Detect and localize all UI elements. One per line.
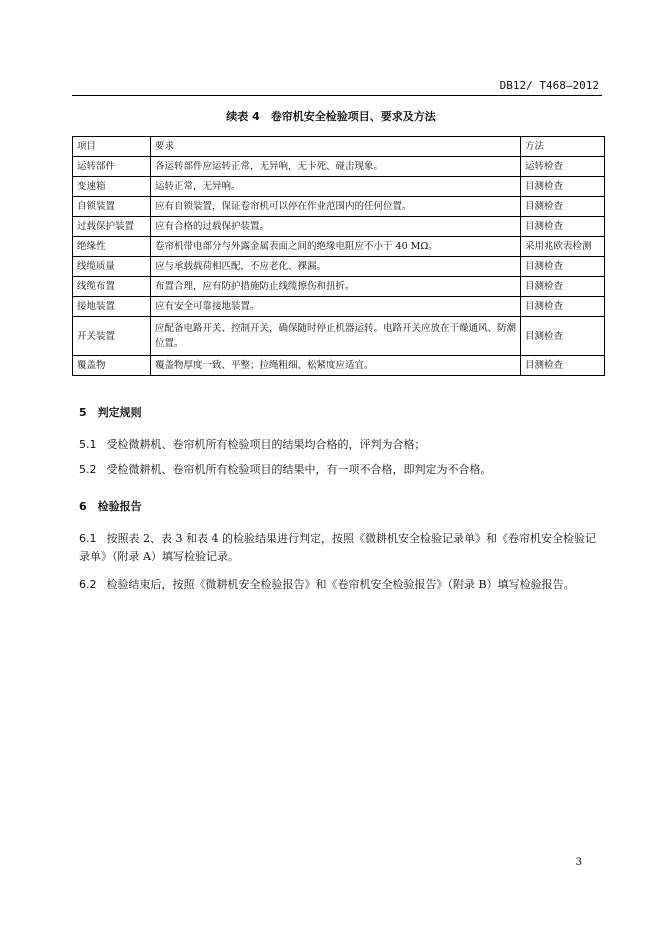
clause-number: 5.1 <box>79 438 97 451</box>
table-cell-requirement: 运转正常，无异响。 <box>151 177 521 197</box>
table-cell-requirement: 应配备电路开关、控制开关，确保随时停止机器运转。电路开关应放在干燥通风、防潮位置。 <box>151 317 521 356</box>
column-header-method: 方法 <box>521 137 605 157</box>
clause-text: 受检微耕机、卷帘机所有检验项目的结果均合格的，评判为合格； <box>106 438 426 451</box>
table-cell-method: 目测检查 <box>521 257 605 277</box>
table-cell-requirement: 卷帘机带电部分与外露金属表面之间的绝缘电阻应不小于 40 MΩ。 <box>151 237 521 257</box>
clause-number: 5.2 <box>79 463 97 476</box>
table-row <box>73 157 605 177</box>
section-heading-judgment: 5 判定规则 <box>79 406 142 419</box>
inspection-table <box>72 136 605 376</box>
table-row <box>73 277 605 297</box>
table-cell-method: 采用兆欧表检测 <box>521 237 605 257</box>
table-cell-requirement: 应与承载载荷相匹配，不应老化、裸漏。 <box>151 257 521 277</box>
table-cell-method: 目测检查 <box>521 297 605 317</box>
table-cell-method: 目测检查 <box>521 277 605 297</box>
table-cell-requirement: 应有合格的过载保护装置。 <box>151 217 521 237</box>
column-header-item: 项目 <box>73 137 151 157</box>
table-row <box>73 217 605 237</box>
table-row <box>73 237 605 257</box>
table-cell-requirement: 覆盖物厚度一致、平整；拉绳粗细、松紧度应适宜。 <box>151 356 521 376</box>
table-row <box>73 356 605 376</box>
table-cell-item: 绝缘性 <box>73 237 151 257</box>
clause-number: 6.2 <box>79 578 97 591</box>
table-cell-requirement: 布置合理，应有防护措施防止线缆擦伤和扭折。 <box>151 277 521 297</box>
table-row <box>73 197 605 217</box>
section-heading-report: 6 检验报告 <box>79 500 142 513</box>
table-header-row <box>73 137 605 157</box>
table-cell-item: 自锁装置 <box>73 197 151 217</box>
table-title: 续表 4 卷帘机安全检验项目、要求及方法 <box>226 110 436 123</box>
clause-text: 检验结束后，按照《微耕机安全检验报告》和《卷帘机安全检验报告》（附录 B）填写检验报告。 <box>106 578 575 591</box>
table-row <box>73 177 605 197</box>
table-cell-item: 运转部件 <box>73 157 151 177</box>
table-cell-requirement: 应有安全可靠接地装置。 <box>151 297 521 317</box>
paragraph-5-2 <box>79 461 604 479</box>
table-cell-method: 目测检查 <box>521 177 605 197</box>
table-row <box>73 257 605 277</box>
table-cell-method: 运转检查 <box>521 157 605 177</box>
clause-number: 6.1 <box>79 532 97 545</box>
table-cell-item: 变速箱 <box>73 177 151 197</box>
table-cell-requirement: 应有自锁装置，保证卷帘机可以停在作业范围内的任何位置。 <box>151 197 521 217</box>
table-cell-item: 线缆布置 <box>73 277 151 297</box>
table-cell-item: 过载保护装置 <box>73 217 151 237</box>
table-cell-item: 线缆质量 <box>73 257 151 277</box>
table-row <box>73 297 605 317</box>
table-cell-item: 接地装置 <box>73 297 151 317</box>
paragraph-6-1 <box>79 530 604 566</box>
paragraph-5-1 <box>79 436 604 454</box>
clause-text: 受检微耕机、卷帘机所有检验项目的结果中，有一项不合格，即判定为不合格。 <box>106 463 492 476</box>
table-cell-requirement: 各运转部件应运转正常，无异响，无卡死、碰击现象。 <box>151 157 521 177</box>
column-header-requirement: 要求 <box>151 137 521 157</box>
header-rule <box>72 95 602 96</box>
table-cell-method: 目测检查 <box>521 197 605 217</box>
table-cell-item: 覆盖物 <box>73 356 151 376</box>
clause-text: 按照表 2、表 3 和表 4 的检验结果进行判定，按照《微耕机安全检验记录单》和《卷帘机安全检验记录单》（附录 A）填写检验记录。 <box>79 532 596 563</box>
page-number: 3 <box>575 857 582 868</box>
table-cell-method: 目测检查 <box>521 317 605 356</box>
table-cell-item: 开关装置 <box>73 317 151 356</box>
table-cell-method: 目测检查 <box>521 217 605 237</box>
document-id: DB12/ T468—2012 <box>499 79 599 92</box>
paragraph-6-2 <box>79 576 604 594</box>
table-cell-method: 目测检查 <box>521 356 605 376</box>
table-row <box>73 317 605 356</box>
